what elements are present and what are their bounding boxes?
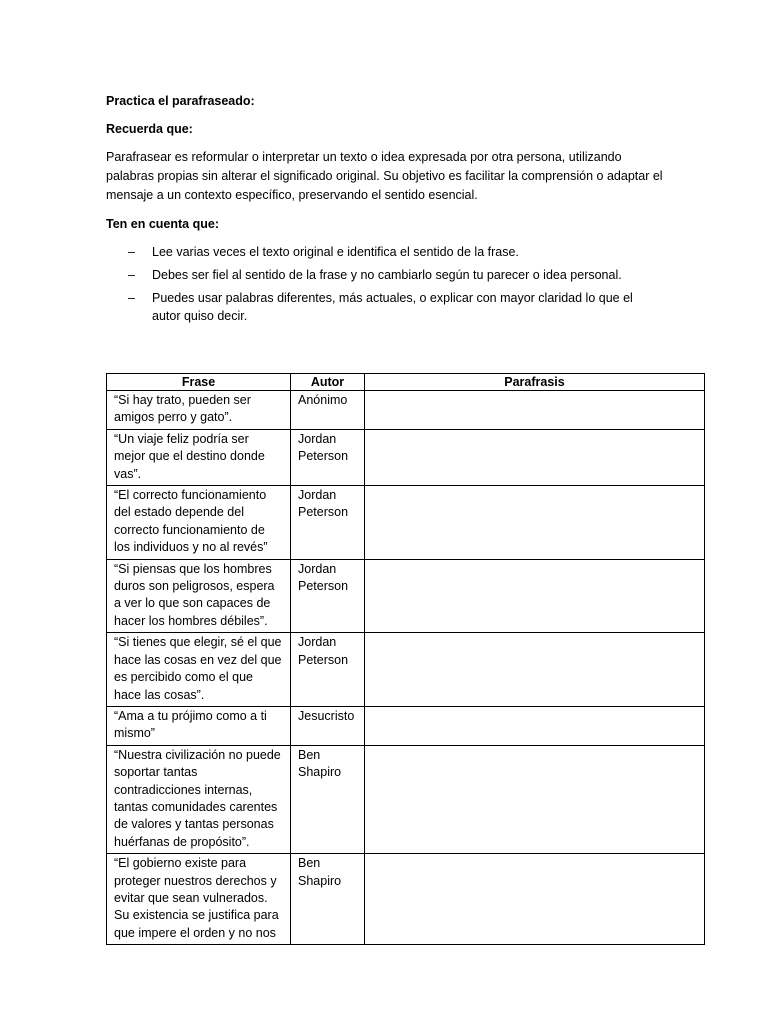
autor-cell: Jordan Peterson [291, 429, 365, 485]
table-row [107, 633, 705, 707]
table-row [107, 559, 705, 633]
autor-cell: Jordan Peterson [291, 559, 365, 633]
table-header-row [107, 374, 705, 391]
column-header-autor: Autor [291, 374, 365, 391]
list-item [106, 243, 652, 261]
parafrasis-cell[interactable] [365, 429, 705, 485]
frase-cell: “Si tienes que elegir, sé el que hace las cosas en vez del que es percibido como el que hace las cosas”. [107, 633, 291, 707]
document-body [106, 92, 666, 330]
autor-cell: Jordan Peterson [291, 633, 365, 707]
frase-cell [107, 854, 291, 945]
list-item [106, 266, 652, 284]
frase-cell: “El correcto funcionamiento del estado depende del correcto funcionamiento de los individuos y no al revés” [107, 486, 291, 560]
recuerda-paragraph: Parafrasear es reformular o interpretar un texto o idea expresada por otra persona, utilizando palabras propias sin alterar el significado original. Su objetivo es facilitar la comprensión o adaptar el mensaje a un contexto específico, preservando el sentido esencial. [106, 150, 663, 202]
page-title: Practica el parafraseado: [106, 94, 255, 108]
recuerda-heading: Recuerda que: [106, 122, 193, 136]
list-item-text: Lee varias veces el texto original e identifica el sentido de la frase. [152, 245, 519, 259]
frase-cell-text: “El gobierno existe para proteger nuestros derechos y evitar que sean vulnerados. Su existencia se justifica para que impere el orden y no nos [114, 856, 279, 940]
table-row [107, 854, 705, 945]
parafrasis-cell[interactable] [365, 559, 705, 633]
list-item-text: Puedes usar palabras diferentes, más actuales, o explicar con mayor claridad lo que el autor quiso decir. [152, 291, 633, 323]
parafrasis-cell[interactable] [365, 745, 705, 853]
frase-cell: “Ama a tu prójimo como a ti mismo” [107, 706, 291, 745]
parafrasis-cell[interactable] [365, 633, 705, 707]
column-header-frase: Frase [107, 374, 291, 391]
autor-cell: Ben Shapiro [291, 745, 365, 853]
dash-bullet-icon: – [128, 245, 135, 259]
dash-bullet-icon: – [128, 268, 135, 282]
list-item [106, 289, 652, 325]
column-header-parafrasis: Parafrasis [365, 374, 705, 391]
table-row [107, 745, 705, 853]
tips-list [106, 243, 666, 325]
list-item-text: Debes ser fiel al sentido de la frase y no cambiarlo según tu parecer o idea personal. [152, 268, 622, 282]
frase-cell: “Si hay trato, pueden ser amigos perro y gato”. [107, 391, 291, 430]
parafrasis-cell[interactable] [365, 706, 705, 745]
parafrasis-cell[interactable] [365, 486, 705, 560]
frase-cell: “Un viaje feliz podría ser mejor que el destino donde vas”. [107, 429, 291, 485]
parafrasis-cell[interactable] [365, 854, 705, 945]
autor-cell: Jesucristo [291, 706, 365, 745]
frase-cell: “Si piensas que los hombres duros son peligrosos, espera a ver lo que son capaces de hacer los hombres débiles”. [107, 559, 291, 633]
autor-cell: Anónimo [291, 391, 365, 430]
ten-en-cuenta-heading: Ten en cuenta que: [106, 217, 219, 231]
autor-cell: Jordan Peterson [291, 486, 365, 560]
dash-bullet-icon: – [128, 291, 135, 305]
frase-cell: “Nuestra civilización no puede soportar tantas contradicciones internas, tantas comunidades carentes de valores y tantas personas huérfanas de propósito”. [107, 745, 291, 853]
parafrasis-cell[interactable] [365, 391, 705, 430]
paraphrase-table [106, 373, 705, 945]
autor-cell: Ben Shapiro [291, 854, 365, 945]
table-row [107, 391, 705, 430]
table-row [107, 706, 705, 745]
table-row [107, 429, 705, 485]
table-row [107, 486, 705, 560]
